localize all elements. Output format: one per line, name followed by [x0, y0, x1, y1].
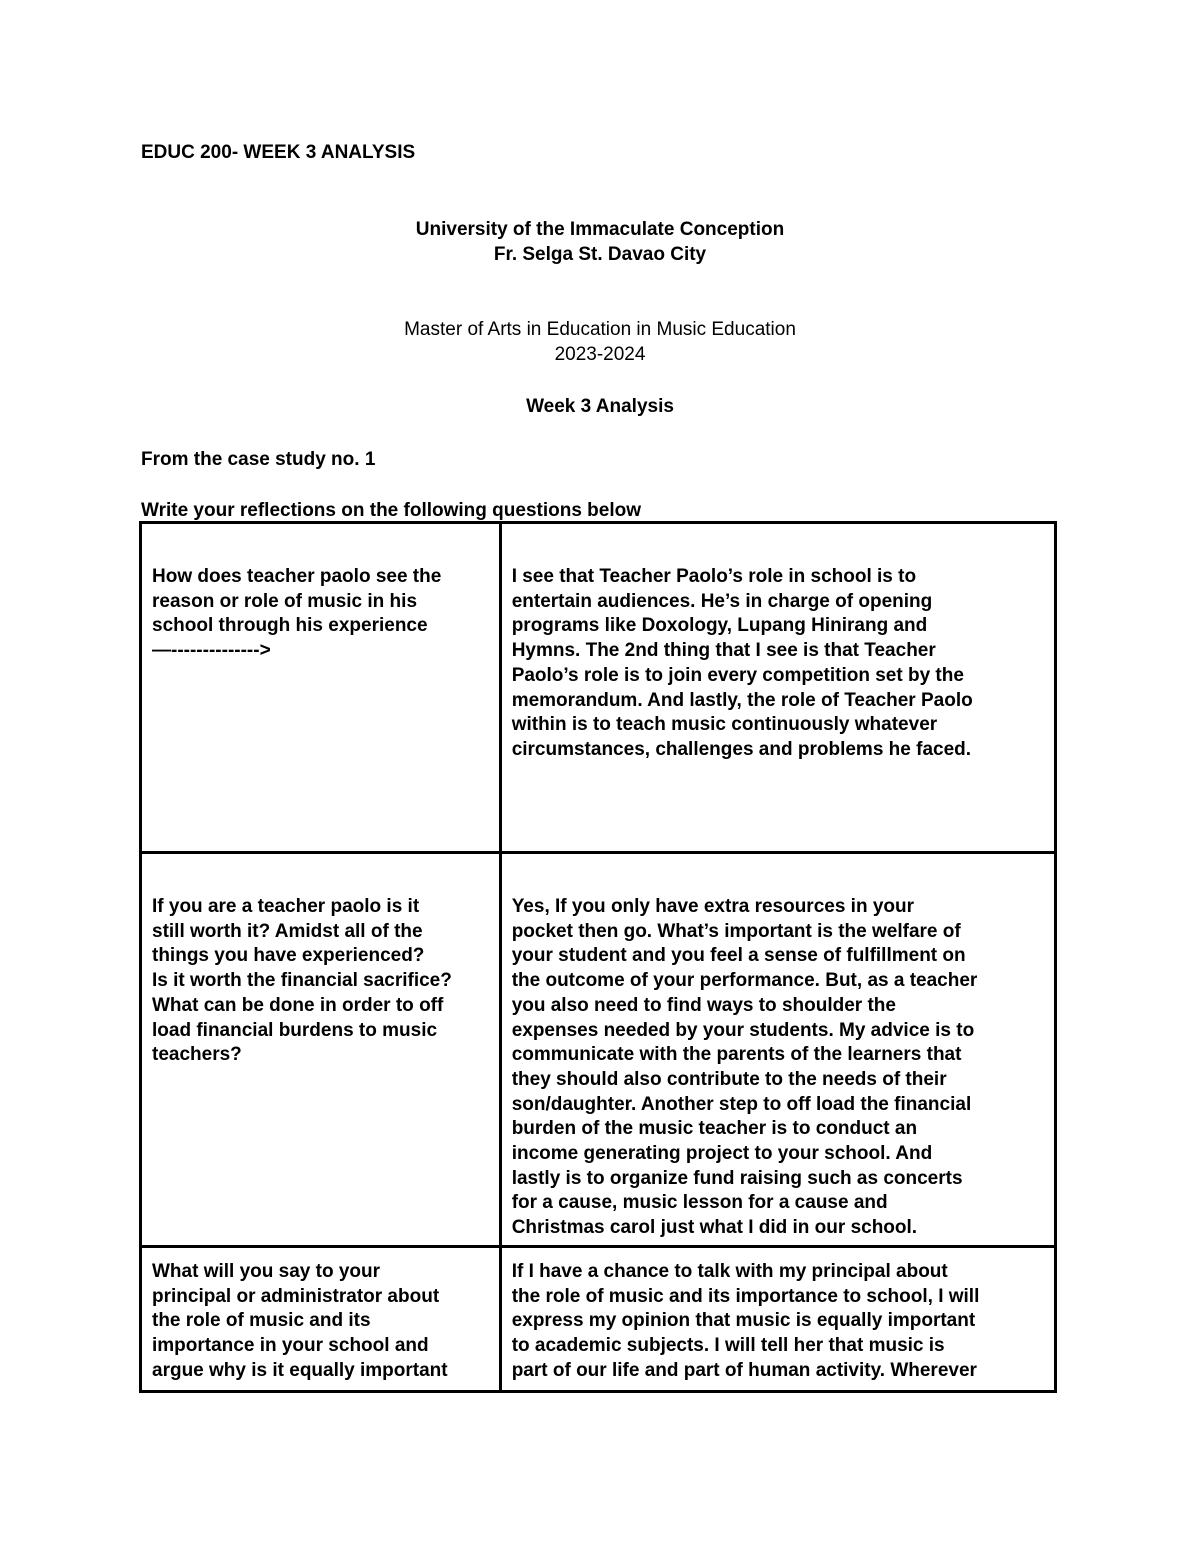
- answer-text: If I have a chance to talk with my principal about the role of music and its importance to school, I will express my opinion that music is equally important to academic subjects. I will tell her that music is part of our life and part of human activity. Wherever: [511, 1261, 980, 1381]
- program-name: Master of Arts in Education in Music Education: [404, 319, 796, 340]
- table-row: [141, 853, 1056, 1247]
- answer-cell: [500, 1247, 1055, 1392]
- table-row: [141, 523, 1056, 853]
- table-row: [141, 1247, 1056, 1392]
- case-study-label: From the case study no. 1: [141, 449, 376, 470]
- answer-cell: [500, 853, 1055, 1247]
- instruction-text: Write your reflections on the following questions below: [141, 500, 642, 521]
- document-title: Week 3 Analysis: [526, 396, 674, 417]
- question-text: How does teacher paolo see the reason or role of music in his school through his experience —-------------->: [152, 566, 442, 662]
- reflection-table: [139, 521, 1057, 1393]
- question-text: What will you say to your principal or administrator about the role of music and its importance in your school and argue why is it equally important: [152, 1261, 448, 1381]
- question-cell: [141, 853, 501, 1247]
- answer-cell: [500, 523, 1055, 853]
- question-text: If you are a teacher paolo is it still worth it? Amidst all of the things you have experienced? Is it worth the financial sacrifice? What can be done in order to off load financial burdens to music teachers?: [152, 896, 452, 1066]
- course-header: EDUC 200- WEEK 3 ANALYSIS: [141, 142, 416, 163]
- question-cell: [141, 1247, 501, 1392]
- school-year: 2023-2024: [554, 344, 646, 365]
- question-cell: [141, 523, 501, 853]
- answer-text: Yes, If you only have extra resources in your pocket then go. What’s important is the welfare of your student and you feel a sense of fulfillment on the outcome of your performance. But, as a teacher you also need to find ways to shoulder the expenses needed by your students. My advice is to communicate with the parents of the learners that they should also contribute to the needs of their son/daughter. Another step to off load the financial burden of the music teacher is to conduct an income generating project to your school. And lastly is to organize fund raising such as concerts for a cause, music lesson for a cause and Christmas carol just what I did in our school.: [511, 896, 978, 1239]
- answer-text: I see that Teacher Paolo’s role in school is to entertain audiences. He’s in charge of opening programs like Doxology, Lupang Hinirang and Hymns. The 2nd thing that I see is that Teacher Paolo’s role is to join every competition set by the memorandum. And lastly, the role of Teacher Paolo within is to teach music continuously whatever circumstances, challenges and problems he faced.: [511, 566, 973, 760]
- university-name: University of the Immaculate Conception: [415, 219, 785, 240]
- university-address: Fr. Selga St. Davao City: [493, 244, 707, 265]
